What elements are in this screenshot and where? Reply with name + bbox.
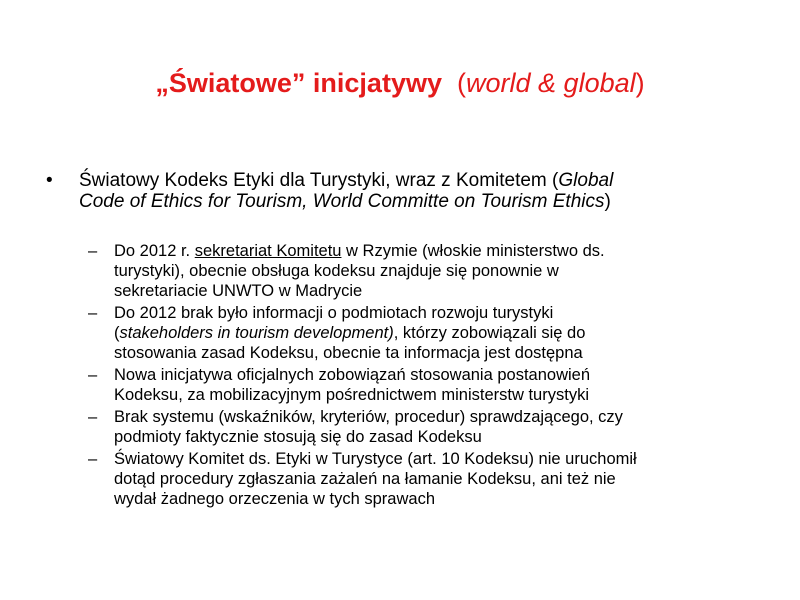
sub-item-line: Nowa inicjatywa oficjalnych zobowiązań stosowania postanowień	[114, 366, 591, 384]
sub-bullet-item	[88, 407, 768, 447]
sub-bullet-item	[88, 365, 768, 405]
sub-item-line: podmioty faktycznie stosują się do zasad Kodeksu	[114, 428, 482, 446]
main-bullet-line1-italic: Global	[558, 170, 614, 191]
italic-text: stakeholders in tourism development)	[119, 324, 394, 342]
sub-item-line: sekretariacie UNWTO w Madrycie	[114, 282, 363, 300]
dash-marker: –	[88, 304, 98, 322]
sub-bullet-item	[88, 241, 768, 301]
sub-item-line: dotąd procedury zgłaszania zażaleń na łamanie Kodeksu, ani też nie	[114, 470, 616, 488]
sub-item-line: Kodeksu, za mobilizacyjnym pośrednictwem ministerstw turystyki	[114, 386, 589, 404]
text-segment: w Rzymie (włoskie ministerstwo ds.	[341, 242, 605, 260]
sub-item-line: stosowania zasad Kodeksu, obecnie ta informacja jest dostępna	[114, 344, 583, 362]
dash-marker: –	[88, 450, 98, 468]
slide-title	[0, 64, 800, 102]
sub-item-line: Brak systemu (wskaźników, kryteriów, procedur) sprawdzającego, czy	[114, 408, 623, 426]
sub-item-line	[114, 241, 768, 261]
sub-item-line: wydał żadnego orzeczenia w tych sprawach	[114, 490, 436, 508]
title-paren-close: )	[635, 68, 645, 98]
text-segment: (	[114, 324, 120, 342]
main-bullet-text	[79, 170, 719, 212]
title-paren-open: (	[457, 68, 467, 98]
dash-marker: –	[88, 366, 98, 384]
sub-item-line	[114, 323, 768, 343]
main-bullet-line2-italic: Code of Ethics for Tourism, World Committe on Tourism Ethics	[79, 191, 605, 212]
sub-item-line: turystyki), obecnie obsługa kodeksu znajduje się ponownie w	[114, 262, 559, 280]
sub-bullet-item	[88, 303, 768, 363]
text-segment: , którzy zobowiązali się do	[393, 324, 586, 342]
sub-item-line: Do 2012 brak było informacji o podmiotach rozwoju turystyki	[114, 304, 554, 322]
main-bullet-line1-plain: Światowy Kodeks Etyki dla Turystyki, wraz z Komitetem (	[79, 170, 559, 191]
sub-bullet-list	[88, 241, 768, 511]
bullet-marker: •	[46, 170, 53, 191]
title-main-text: „Światowe” inicjatywy	[155, 68, 442, 98]
sub-bullet-item	[88, 449, 768, 509]
underlined-text: sekretariat Komitetu	[194, 242, 342, 260]
dash-marker: –	[88, 242, 98, 260]
dash-marker: –	[88, 408, 98, 426]
sub-item-line: Światowy Komitet ds. Etyki w Turystyce (art. 10 Kodeksu) nie uruchomił	[114, 450, 637, 468]
text-segment: Do 2012 r.	[114, 242, 195, 260]
main-bullet-line2-plain: )	[604, 191, 611, 212]
title-italic-text: world & global	[466, 68, 636, 98]
